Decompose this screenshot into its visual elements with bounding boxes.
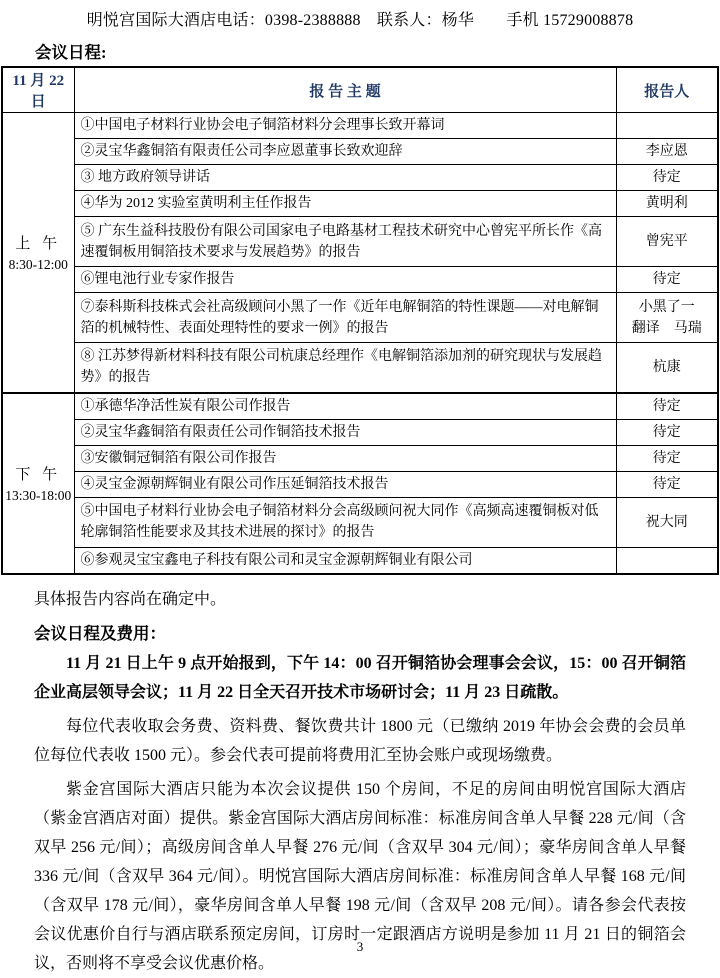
- speaker-cell: 待定: [616, 471, 718, 497]
- table-row: [2, 497, 718, 547]
- topic-cell: ⑥锂电池行业专家作报告: [74, 267, 616, 293]
- topic-cell: ②灵宝华鑫铜箔有限责任公司李应恩董事长致欢迎辞: [74, 139, 616, 165]
- speaker-cell: 待定: [616, 393, 718, 420]
- table-row: [2, 419, 718, 445]
- topic-cell: ①中国电子材料行业协会电子铜箔材料分会理事长致开幕词: [74, 113, 616, 139]
- speaker-cell: 待定: [616, 165, 718, 191]
- table-row: [2, 293, 718, 343]
- table-header-topic: 报 告 主 题: [74, 67, 616, 113]
- afternoon-session-time: 13:30-18:00: [5, 487, 72, 503]
- hotel-contact-line: 明悦宫国际大酒店电话：0398-2388888 联系人：杨华 手机 15729008878: [86, 12, 634, 29]
- table-header-speaker: 报告人: [616, 67, 718, 113]
- topic-cell: ⑧ 江苏梦得新材料科技有限公司杭康总经理作《电解铜箔添加剂的研究现状与发展趋势》的报告: [74, 343, 616, 393]
- speaker-cell: 待定: [616, 267, 718, 293]
- afternoon-session-label: 下 午: [15, 466, 62, 483]
- topic-cell: ①承德华净活性炭有限公司作报告: [74, 393, 616, 420]
- fees-section-title: 会议日程及费用：: [34, 623, 166, 643]
- fees-paragraph-schedule: 11 月 21 日上午 9 点开始报到，下午 14：00 召开铜箔协会理事会会议，15：00 召开铜箔企业高层领导会议；11 月 22 日全天召开技术市场研讨会；11 月 23 日疏散。: [34, 654, 686, 701]
- table-row: [2, 547, 718, 574]
- topic-cell: ②灵宝华鑫铜箔有限责任公司作铜箔技术报告: [74, 419, 616, 445]
- topic-cell: ③安徽铜冠铜箔有限公司作报告: [74, 445, 616, 471]
- table-row: [2, 113, 718, 139]
- agenda-table: [1, 66, 719, 575]
- table-row: [2, 445, 718, 471]
- morning-session-label: 上 午: [15, 235, 62, 252]
- fees-paragraph-cost: 每位代表收取会务费、资料费、餐饮费共计 1800 元（已缴纳 2019 年协会会费的会员单位每位代表收 1500 元）。参会代表可提前将费用汇至协会账户或现场缴费。: [34, 717, 686, 764]
- agenda-section-title: 会议日程:: [35, 43, 107, 62]
- table-row: [2, 343, 718, 393]
- topic-cell: ⑤ 广东生益科技股份有限公司国家电子电路基材工程技术研究中心曾宪平所长作《高速覆铜板用铜箔技术要求与发展趋势》的报告: [74, 217, 616, 267]
- topic-cell: ⑦泰科斯科技株式会社高级顾问小黑了一作《近年电解铜箔的特性课题——对电解铜箔的机械特性、表面处理特性的要求一例》的报告: [74, 293, 616, 343]
- table-row: [2, 393, 718, 420]
- speaker-cell: [616, 547, 718, 574]
- speaker-cell: 小黑了一 翻译 马瑞: [616, 293, 718, 343]
- table-row: [2, 165, 718, 191]
- table-row: [2, 471, 718, 497]
- afternoon-session-cell: [2, 393, 74, 574]
- fees-paragraph-hotel: 紫金宫国际大酒店只能为本次会议提供 150 个房间，不足的房间由明悦宫国际大酒店（紫金宫酒店对面）提供。紫金宫国际大酒店房间标准：标准房间含单人早餐 228 元/间（含双早 256 元/间）；高级房间含单人早餐 276 元/间（含双早 304 元/间）；豪华房间含单人早餐 336 元/间（含双早 364 元/间）。明悦宫国际大酒店房间标准：标准房间含单人早餐 168 元/间（含双早 178 元/间），豪华房间含单人早餐 198 元/间（含双早 208 元/间）。请各参会代表按会议优惠价自行与酒店联系预定房间，订房时一定跟酒店方说明是参加 11 月 21 日的铜箔会议，否则将不享受会议优惠价格。: [34, 780, 686, 972]
- table-header-row: [2, 67, 718, 113]
- table-row: [2, 191, 718, 217]
- table-header-date: 11 月 22 日: [2, 67, 74, 113]
- table-row: [2, 267, 718, 293]
- speaker-cell: 黄明利: [616, 191, 718, 217]
- speaker-cell: 待定: [616, 419, 718, 445]
- speaker-cell: [616, 113, 718, 139]
- page-number: 3: [356, 939, 364, 954]
- topic-cell: ⑤中国电子材料行业协会电子铜箔材料分会高级顾问祝大同作《高频高速覆铜板对低轮廓铜箔性能要求及其技术进展的探讨》的报告: [74, 497, 616, 547]
- speaker-cell: 待定: [616, 445, 718, 471]
- agenda-note: 具体报告内容尚在确定中。: [34, 590, 227, 608]
- morning-session-time: 8:30-12:00: [8, 256, 68, 272]
- topic-cell: ④华为 2012 实验室黄明利主任作报告: [74, 191, 616, 217]
- speaker-cell: 杭康: [616, 343, 718, 393]
- topic-cell: ⑥参观灵宝宝鑫电子科技有限公司和灵宝金源朝辉铜业有限公司: [74, 547, 616, 574]
- speaker-cell: 曾宪平: [616, 217, 718, 267]
- speaker-cell: 祝大同: [616, 497, 718, 547]
- speaker-cell: 李应恩: [616, 139, 718, 165]
- morning-session-cell: [2, 113, 74, 393]
- table-row: [2, 139, 718, 165]
- topic-cell: ④灵宝金源朝辉铜业有限公司作压延铜箔技术报告: [74, 471, 616, 497]
- topic-cell: ③ 地方政府领导讲话: [74, 165, 616, 191]
- table-row: [2, 217, 718, 267]
